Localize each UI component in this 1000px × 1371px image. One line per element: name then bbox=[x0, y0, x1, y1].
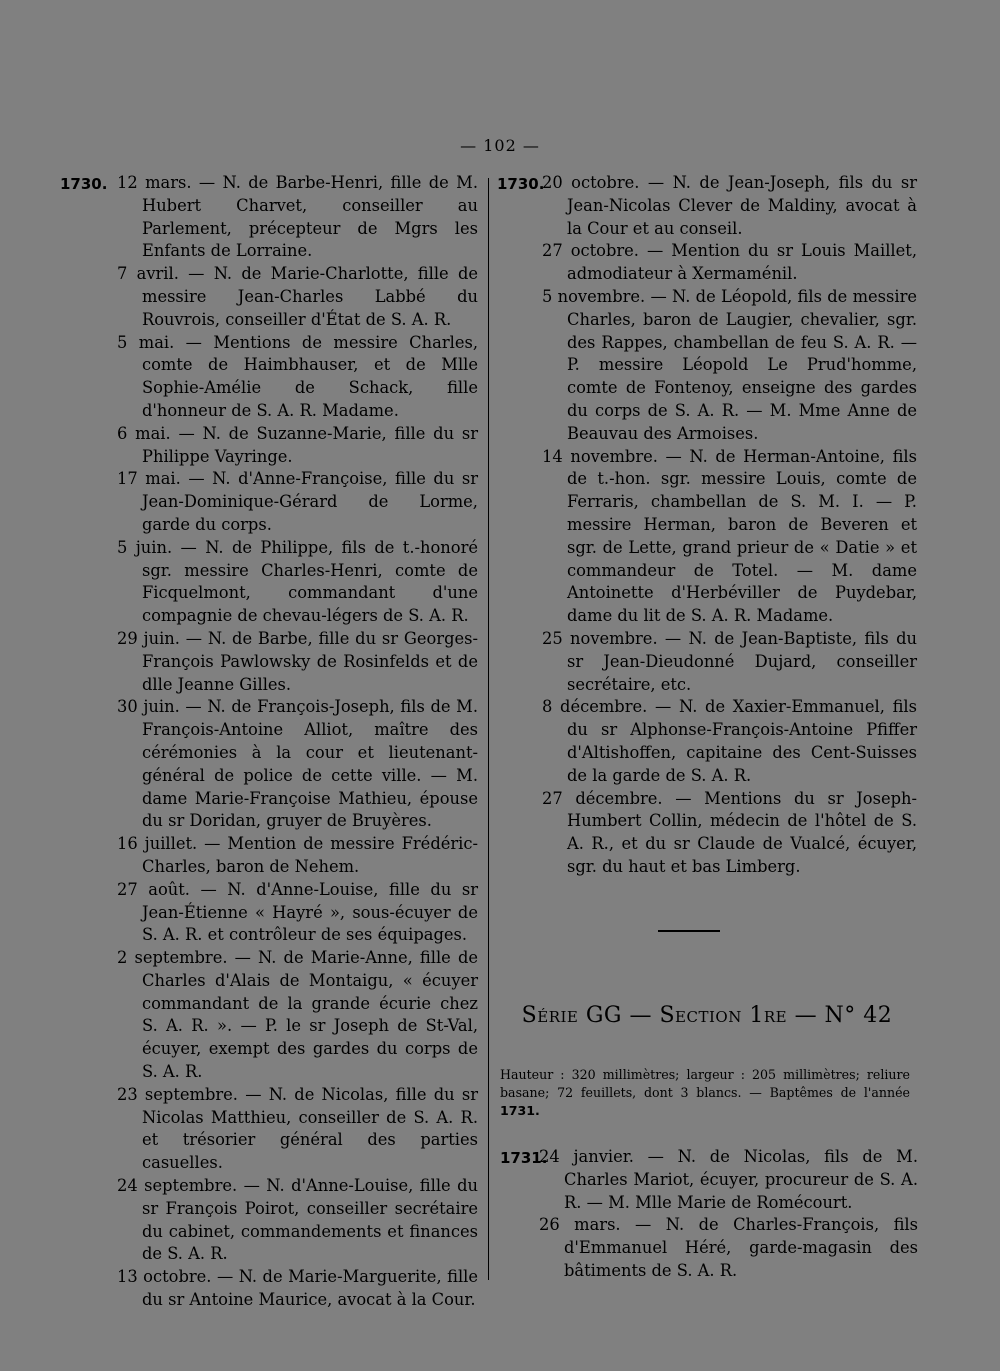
section-separator bbox=[658, 930, 720, 932]
entry-text: 5 mai. — Mentions de messire Charles, comte de Haimbhauser, et de Mlle Sophie-Amélie de Schack, fille d'honneur de S. A. R. Madame. bbox=[117, 332, 478, 420]
entry bbox=[60, 1084, 478, 1175]
entry bbox=[60, 1266, 478, 1312]
right-column-continued bbox=[500, 1146, 918, 1283]
left-column bbox=[60, 172, 478, 1312]
entry bbox=[60, 833, 478, 879]
entry-text: 24 janvier. — N. de Nicolas, fils de M. Charles Mariot, écuyer, procureur de S. A. R. — M. Mlle Marie de Romécourt. bbox=[539, 1147, 918, 1212]
entry-year: 1730. bbox=[60, 175, 108, 193]
entry-text: 27 décembre. — Mentions du sr Joseph-Humbert Collin, médecin de l'hôtel de S. A. R., et du sr Claude de Vualcé, écuyer, sgr. du haut et bas Limberg. bbox=[542, 788, 917, 876]
entry bbox=[60, 947, 478, 1084]
entry bbox=[60, 423, 478, 469]
series-description-year: 1731. bbox=[500, 1103, 540, 1118]
entry-text: 17 mai. — N. d'Anne-Françoise, fille du sr Jean-Dominique-Gérard de Lorme, garde du corps. bbox=[117, 469, 478, 534]
entry bbox=[500, 1146, 918, 1214]
entry-text: 7 avril. — N. de Marie-Charlotte, fille de messire Jean-Charles Labbé du Rouvrois, conseiller d'État de S. A. R. bbox=[117, 264, 478, 329]
entry-text: 26 mars. — N. de Charles-François, fils d'Emmanuel Héré, garde-magasin des bâtiments de S. A. R. bbox=[539, 1215, 918, 1280]
entry-text: 13 octobre. — N. de Marie-Marguerite, fille du sr Antoine Maurice, avocat à la Cour. bbox=[117, 1267, 478, 1310]
right-column bbox=[497, 172, 917, 879]
entry-text: 12 mars. — N. de Barbe-Henri, fille de M. Hubert Charvet, conseiller au Parlement, précepteur de Mgrs les Enfants de Lorraine. bbox=[117, 173, 478, 261]
entry-text: 6 mai. — N. de Suzanne-Marie, fille du sr Philippe Vayringe. bbox=[117, 423, 478, 466]
entry bbox=[60, 628, 478, 696]
entry bbox=[60, 263, 478, 331]
entry-text: 5 juin. — N. de Philippe, fils de t.-honoré sgr. messire Charles-Henri, comte de Ficquelmont, commandant d'une compagnie de chevau-légers de S. A. R. bbox=[117, 537, 478, 626]
column-divider bbox=[488, 178, 489, 1280]
entry-text: 24 septembre. — N. d'Anne-Louise, fille du sr François Poirot, conseiller secrétaire du cabinet, commandements et finances de S. A. R. bbox=[117, 1176, 478, 1264]
entry bbox=[60, 468, 478, 536]
entry-text: 16 juillet. — Mention de messire Frédéric-Charles, baron de Nehem. bbox=[117, 834, 478, 876]
entry-text: 27 octobre. — Mention du sr Louis Maillet, admodiateur à Xermaménil. bbox=[542, 241, 917, 284]
series-heading: Série GG — Section 1re — N° 42 bbox=[521, 1003, 893, 1028]
entry-text: 14 novembre. — N. de Herman-Antoine, fils de t.-hon. sgr. messire Louis, comte de Ferraris, chambellan de S. M. I. — P. messire Herman, baron de Beveren et sgr. de Lette, grand prieur de « Datie » et commandeur de Totel. — M. dame Antoinette d'Herbéviller de Puydebar, dame du lit de S. A. R. Madame. bbox=[542, 446, 917, 626]
entry bbox=[60, 879, 478, 947]
series-description-text: Hauteur : 320 millimètres; largeur : 205 millimètres; reliure basane; 72 feuillets, dont 3 blancs. — Baptêmes de l'année bbox=[500, 1067, 910, 1100]
entry-year: 1731. bbox=[500, 1149, 548, 1167]
entry bbox=[497, 696, 917, 787]
entry-text: 29 juin. — N. de Barbe, fille du sr Georges-François Pawlowsky de Rosinfelds et de dlle Jeanne Gilles. bbox=[117, 628, 478, 694]
entry bbox=[60, 696, 478, 833]
entry bbox=[60, 332, 478, 423]
series-description bbox=[500, 1066, 910, 1120]
entry bbox=[497, 788, 917, 879]
entry-text: 25 novembre. — N. de Jean-Baptiste, fils du sr Jean-Dieudonné Dujard, conseiller secrétaire, etc. bbox=[542, 628, 917, 694]
entry-text: 20 octobre. — N. de Jean-Joseph, fils du sr Jean-Nicolas Clever de Maldiny, avocat à la Cour et au conseil. bbox=[542, 173, 917, 238]
entry bbox=[497, 286, 917, 446]
page-number: — 102 — bbox=[460, 136, 540, 155]
entry bbox=[60, 537, 478, 628]
entry bbox=[497, 628, 917, 696]
entry-text: 2 septembre. — N. de Marie-Anne, fille de Charles d'Alais de Montaigu, « écuyer commandant de la grande écurie chez S. A. R. ». — P. le sr Joseph de St-Val, écuyer, exempt des gardes du corps de S. A. R. bbox=[117, 948, 478, 1082]
entry bbox=[497, 172, 917, 240]
entry-text: 27 août. — N. d'Anne-Louise, fille du sr Jean-Étienne « Hayré », sous-écuyer de S. A. R. et contrôleur de ses équipages. bbox=[117, 879, 478, 945]
entry-year: 1730. bbox=[497, 175, 545, 193]
entry-text: 8 décembre. — N. de Xaxier-Emmanuel, fils du sr Alphonse-François-Antoine Pfiffer d'Altishoffen, capitaine des Cent-Suisses de la garde de S. A. R. bbox=[542, 697, 917, 785]
entry bbox=[497, 446, 917, 628]
entry bbox=[500, 1214, 918, 1282]
entry bbox=[60, 172, 478, 263]
entry-text: 30 juin. — N. de François-Joseph, fils de M. François-Antoine Alliot, maître des cérémonies à la cour et lieutenant-général de police de cette ville. — M. dame Marie-Françoise Mathieu, épouse du sr Doridan, gruyer de Bruyères. bbox=[117, 697, 478, 831]
entry-text: 5 novembre. — N. de Léopold, fils de messire Charles, baron de Laugier, chevalier, sgr. des Rappes, chambellan de feu S. A. R. — P. messire Léopold Le Prud'homme, comte de Fontenoy, enseigne des gardes du corps de S. A. R. — M. Mme Anne de Beauvau des Armoises. bbox=[542, 286, 917, 443]
entry-text: 23 septembre. — N. de Nicolas, fille du sr Nicolas Matthieu, conseiller de S. A. R. et trésorier général des parties casuelles. bbox=[117, 1084, 478, 1173]
entry bbox=[60, 1175, 478, 1266]
entry bbox=[497, 240, 917, 286]
